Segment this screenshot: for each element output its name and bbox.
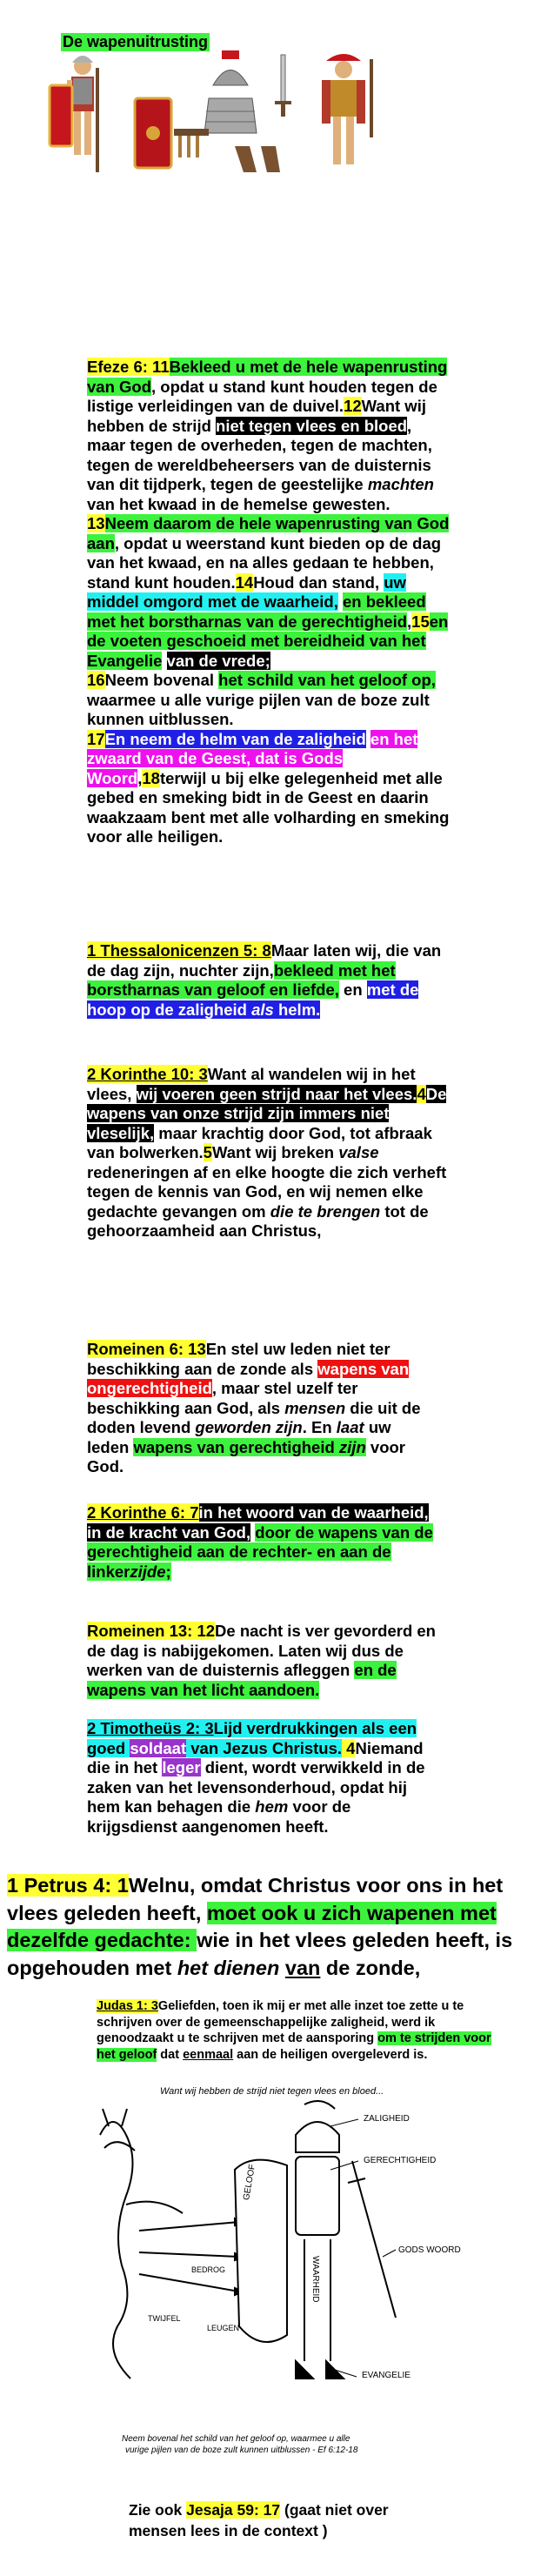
- ko1-text: die te brengen: [270, 1201, 381, 1221]
- fiery-darts: [139, 2218, 244, 2295]
- ef-text: , opdat u weerstand kunt bieden op de dag van het kwaad, en na alles gedaan te hebben, stand kunt houden.: [87, 533, 442, 592]
- ef-hl: en bekleed met het borstharnas van de gerechtigheid: [87, 592, 426, 631]
- page-title: De wapenuitrusting: [63, 33, 209, 50]
- ef-hl: en het zwaard van de Geest, dat is Gods Woord: [87, 729, 418, 787]
- knight-figure: [235, 2101, 396, 2379]
- ef-hl: niet tegen vlees en bloed: [216, 416, 408, 435]
- tim-hl: van Jezus Christus.: [186, 1738, 343, 1757]
- tim-text: hem: [255, 1797, 289, 1816]
- pe-ref: 1 Petrus 4: 1: [7, 1874, 129, 1897]
- label-evangelie: EVANGELIE: [362, 2371, 411, 2380]
- ro6-text: . En: [302, 1418, 337, 1436]
- label-twijfel: TWIJFEL: [148, 2314, 181, 2323]
- ef-text: [162, 652, 166, 670]
- ko1-text: Want wij breken: [211, 1143, 339, 1161]
- sword-icon: [275, 55, 291, 117]
- footer-ref: Jesaja 59: 17: [186, 2501, 281, 2519]
- ef-ref: Efeze 6: 11: [87, 358, 170, 376]
- ef-text: terwijl u bij elke gelegenheid met alle gebed en smeking bidt in de Geest en daarin waakzaam bent met alle volharding en smeking voor alle heiligen.: [87, 768, 450, 846]
- ko2-hl: zijde: [130, 1562, 166, 1581]
- ef-text: Neem bovenal: [104, 671, 219, 689]
- shield-icon: [135, 98, 171, 168]
- ro6-text: En stel uw leden niet ter beschikking aan de zonde als: [87, 1340, 390, 1378]
- ef-text: machten: [367, 475, 434, 493]
- devil-figure: [100, 2109, 183, 2379]
- th-ref: 1 Thessalonicenzen 5: 8: [87, 941, 271, 960]
- label-gerechtigheid: GERECHTIGHEID: [364, 2156, 437, 2165]
- th-text: Maar laten wij, die van de dag zijn, nuchter zijn,: [87, 941, 442, 980]
- label-bedrog: BEDROG: [191, 2265, 226, 2274]
- ro13-text: De nacht is ver gevorderd en de dag is nabijgekomen. Laten wij dus de werken van de duisternis afleggen: [87, 1622, 436, 1679]
- cartoon-caption-bottom-2: vurige pijlen van de boze zult kunnen uitblussen - Ef 6:12-18: [125, 2446, 358, 2455]
- cartoon-caption-top: Want wij hebben de strijd niet tegen vlees en bloed...: [160, 2086, 384, 2097]
- thessalonicenzen-passage: [87, 941, 452, 1020]
- label-waarheid: WAARHEID: [310, 2256, 320, 2303]
- ro13-hl: en de wapens van het licht aandoen.: [87, 1661, 397, 1699]
- ko1-text: maar krachtig door God, tot afbraak van bolwerken.: [87, 1123, 432, 1161]
- armor-of-god-cartoon: [87, 2086, 461, 2469]
- ro6-text: die uit de doden levend: [87, 1398, 421, 1436]
- ef-hl: uw middel omgord met de waarheid,: [87, 572, 406, 611]
- ef-text: , maar tegen de overheden, tegen de machten, tegen de wereldbeheersers van de duisternis van dit tijdperk, tegen de geestelijke: [87, 416, 432, 493]
- ju-text: Geliefden, toen ik mij er met alle inzet toe zette u te schrijven over de gemeenschappelijke zaligheid, werd ik genoodzaakt u te schrijven met de aansporing: [97, 1999, 464, 2045]
- ju-text: eenmaal: [183, 2047, 234, 2062]
- ro6-hl: zijn: [338, 1437, 366, 1456]
- ef-text: waarmee u alle vurige pijlen van de boze zult kunnen uitblussen.: [87, 690, 430, 728]
- efeze-6-passage: [87, 358, 452, 847]
- ko1-verse: 4: [417, 1084, 426, 1103]
- ro6-text: mensen: [284, 1398, 346, 1417]
- ef-text: ,: [407, 612, 412, 631]
- korinthe-10-passage: [87, 1065, 452, 1241]
- ko1-text: Want al wandelen wij in het vlees,: [87, 1065, 416, 1103]
- ef-hl: Bekleed u met de hele wapenrusting van God: [87, 358, 448, 396]
- ef-hl: van de vrede;: [166, 651, 270, 670]
- footer-text: (gaat niet over mensen lees in de context ): [129, 2501, 389, 2539]
- ko1-hl: wij voeren geen strijd naar het vlees.: [136, 1084, 417, 1103]
- ef-verse: 18: [142, 768, 160, 787]
- pe-text: wie in het vlees geleden heeft, is opgehouden met: [7, 1929, 513, 1979]
- romeinen-6-passage: [87, 1340, 435, 1477]
- ko2-hl: ;: [165, 1562, 171, 1581]
- roman-soldier-figure: [50, 56, 99, 172]
- th-hl: bekleed met het borstharnas van geloof en liefde,: [87, 960, 396, 999]
- ro6-text: uw leden: [87, 1418, 391, 1456]
- ko1-text: valse: [338, 1143, 379, 1161]
- th-hl: met de hoop op de zaligheid: [87, 980, 419, 1019]
- ko1-text: redeneringen af en elke hoogte die zich verheft tegen de kennis van God, en wij nemen elke gedachte gevangen om: [87, 1162, 447, 1221]
- ef-text: , opdat u stand kunt houden tegen de listige verleidingen van de duivel.: [87, 377, 437, 415]
- centurion-figure: [322, 54, 373, 164]
- timotheus-passage: [87, 1719, 435, 1837]
- tim-hl: Lijd verdrukkingen als een goed: [87, 1719, 417, 1757]
- ef-verse: 16: [87, 671, 105, 689]
- judas-passage: [97, 1998, 505, 2063]
- tim-text: dient, wordt verwikkeld in de zaken van het levensonderhoud, opdat hij hem kan behagen die: [87, 1758, 425, 1816]
- ef-hl: en de voeten geschoeid met bereidheid van het Evangelie: [87, 612, 449, 670]
- ko1-verse: 5: [203, 1143, 212, 1161]
- label-gods-woord: GODS WOORD: [398, 2245, 461, 2255]
- ef-text: van het kwaad in de hemelse gewesten.: [87, 494, 390, 513]
- pe-text: het dienen: [177, 1956, 285, 1979]
- ef-verse: 12: [344, 397, 362, 415]
- ro13-ref: Romeinen 13: 12: [87, 1622, 216, 1640]
- pe-text: de zonde,: [320, 1956, 421, 1979]
- pe-hl: moet ook u zich wapenen met dezelfde gedachte:: [7, 1901, 497, 1951]
- ef-verse: 14: [235, 572, 254, 592]
- ef-hl: Neem daarom de hele wapenrusting van God aan: [87, 514, 450, 552]
- th-text: en: [338, 980, 367, 999]
- ko2-hl: door de wapens van de gerechtigheid aan de rechter- en aan de linker: [87, 1522, 433, 1581]
- ju-text: dat: [157, 2047, 184, 2062]
- label-zaligheid: ZALIGHEID: [364, 2114, 410, 2124]
- ju-ref: Judas 1: 3: [97, 1999, 158, 2013]
- ef-text: Houd dan stand,: [253, 572, 384, 592]
- ko1-hl: De wapens: [87, 1084, 447, 1122]
- ju-text: aan de heiligen overgeleverd is.: [233, 2047, 428, 2062]
- ro6-hl: wapens van gerechtigheid: [133, 1437, 339, 1456]
- pe-text: van: [284, 1956, 321, 1979]
- ro6-ref: Romeinen 6: 13: [87, 1340, 206, 1358]
- ef-text: ,: [137, 768, 143, 787]
- ko1-hl: van onze strijd zijn immers niet vleselijk,: [87, 1104, 390, 1142]
- armor-illustration: [48, 50, 483, 181]
- ko1-ref: 2 Korinthe 10: 3: [87, 1065, 208, 1083]
- cartoon-caption-bottom-1: Neem bovenal het schild van het geloof op, waarmee u alle: [122, 2434, 350, 2444]
- ko2-ref: 2 Korinthe 6: 7: [87, 1503, 199, 1522]
- tim-hl: soldaat: [130, 1738, 187, 1757]
- petrus-passage: [7, 1872, 531, 1982]
- ef-hl: het schild van het geloof op,: [218, 671, 436, 689]
- romeinen-13-passage: [87, 1622, 444, 1700]
- ro6-text: , maar stel uzelf ter beschikking aan God, als: [87, 1379, 358, 1417]
- label-geloof: GELOOF: [242, 2163, 258, 2201]
- tim-ref: 2 Timotheüs 2: 3: [87, 1719, 214, 1737]
- ro6-text: voor God.: [87, 1437, 405, 1475]
- tim-text: voor de krijgsdienst aangenomen heeft.: [87, 1797, 351, 1836]
- ju-hl: om te strijden voor het geloof: [97, 2031, 491, 2062]
- ef-text: Want wij hebben de strijd: [87, 397, 426, 435]
- tim-verse: 4: [342, 1738, 356, 1757]
- tim-text: Niemand die in het: [87, 1738, 424, 1776]
- tim-hl: leger: [162, 1758, 201, 1776]
- ef-verse: 17: [87, 729, 105, 748]
- ef-hl: En neem de helm van de zaligheid: [104, 729, 366, 748]
- th-hl: helm.: [273, 1000, 321, 1019]
- helmet-icon: [213, 50, 248, 85]
- ko2-hl: in het woord van de waarheid, in de kracht van God,: [87, 1503, 429, 1542]
- pe-text: Welnu, omdat Christus voor ons in het vlees geleden heeft,: [7, 1874, 504, 1924]
- ro6-text: laat: [336, 1418, 364, 1436]
- footer-text: Zie ook: [129, 2501, 187, 2519]
- belt-icon: [174, 129, 209, 157]
- ef-verse: 15: [411, 612, 430, 631]
- label-leugen: LEUGEN: [207, 2324, 240, 2332]
- th-hl: als: [251, 1000, 274, 1019]
- sandals-icon: [235, 146, 280, 172]
- ro6-text: geworden zijn: [195, 1418, 303, 1436]
- ro6-hl: wapens van ongerechtigheid: [87, 1359, 410, 1397]
- ko1-text: tot de gehoorzaamheid aan Christus,: [87, 1201, 429, 1240]
- footer-note: [129, 2499, 442, 2541]
- korinthe-6-passage: [87, 1503, 435, 1582]
- breastplate-icon: [204, 98, 257, 133]
- ef-verse: 13: [87, 514, 105, 532]
